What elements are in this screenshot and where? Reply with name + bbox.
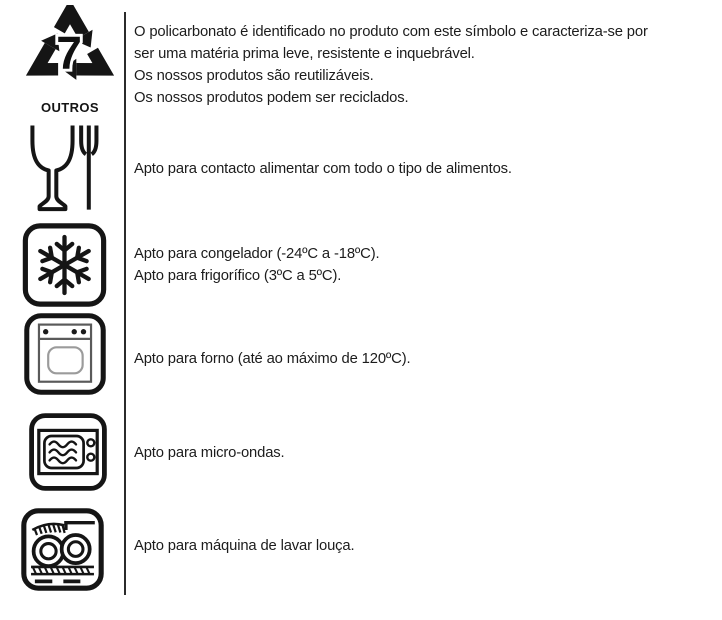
text-line: Apto para congelador (-24ºC a -18ºC). — [134, 246, 380, 262]
dishwasher-description — [134, 535, 354, 557]
text-line: O policarbonato é identificado no produto com este símbolo e caracteriza-se por — [134, 24, 648, 40]
food-contact-description — [134, 158, 512, 180]
freezer-description — [134, 243, 379, 287]
vertical-divider — [124, 12, 126, 595]
dishwasher-safe-icon — [18, 507, 107, 592]
recycle-type7-icon — [22, 5, 118, 101]
microwave-description — [134, 442, 285, 464]
polycarbonate-description — [134, 21, 648, 109]
microwave-icon — [28, 411, 108, 493]
text-line: Apto para frigorífico (3ºC a 5ºC). — [134, 268, 342, 284]
oven-description — [134, 348, 410, 370]
text-line: Apto para forno (até ao máximo de 120ºC). — [134, 351, 411, 367]
recycle-number: 7 — [56, 26, 82, 79]
text-line: ser uma matéria prima leve, resistente e inquebrável. — [134, 46, 475, 62]
recycle-caption: OUTROS — [40, 100, 99, 115]
freezer-snowflake-icon — [20, 222, 109, 308]
text-line: Apto para micro-ondas. — [134, 445, 285, 461]
text-line: Os nossos produtos podem ser reciclados. — [134, 90, 409, 106]
text-line: Apto para contacto alimentar com todo o tipo de alimentos. — [134, 161, 512, 177]
text-line: Apto para máquina de lavar louça. — [134, 538, 355, 554]
oven-icon — [21, 312, 109, 396]
food-contact-glass-fork-icon — [20, 121, 106, 218]
text-line: Os nossos produtos são reutilizáveis. — [134, 68, 374, 84]
